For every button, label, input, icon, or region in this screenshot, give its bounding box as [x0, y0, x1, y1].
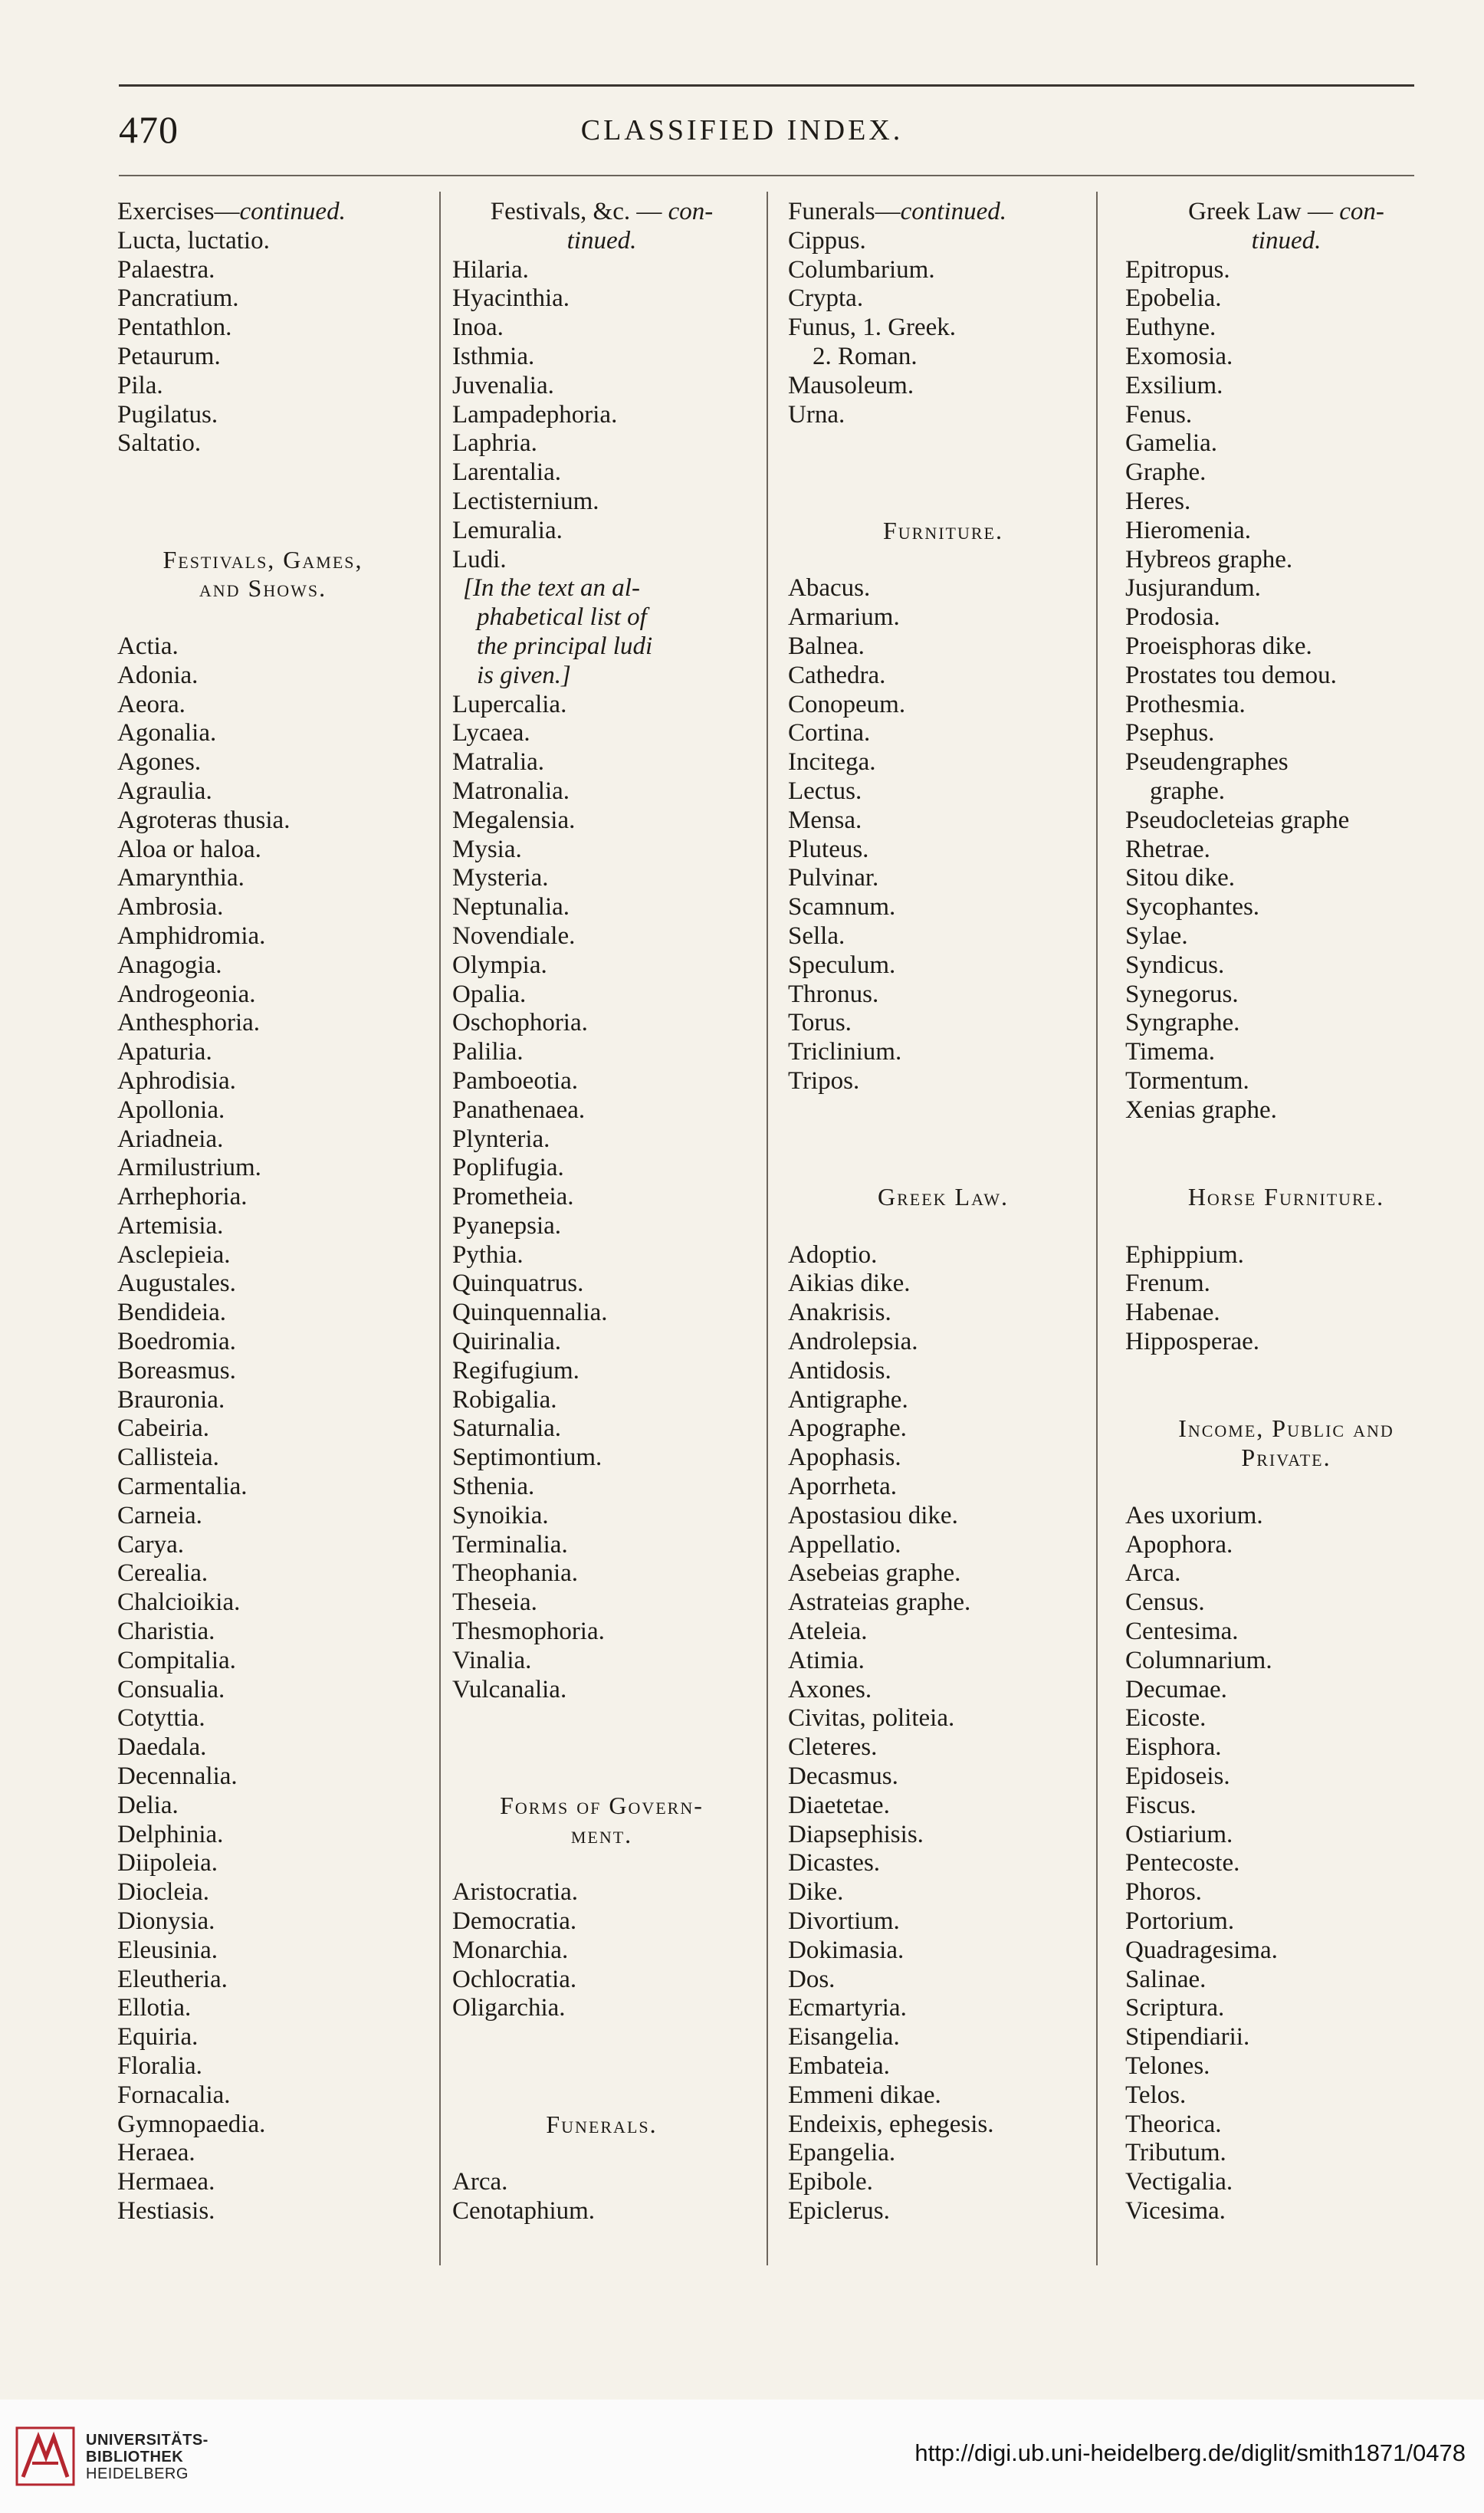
index-entry: Jusjurandum. [1125, 574, 1261, 603]
index-entry: Tormentum. [1125, 1066, 1249, 1095]
index-entry: Tributum. [1125, 2139, 1226, 2167]
index-entry: Mausoleum. [788, 371, 914, 399]
index-entry: Syngraphe. [1125, 1009, 1240, 1037]
index-entry: Telos. [1125, 2081, 1187, 2109]
index-entry: Asebeias graphe. [788, 1559, 961, 1588]
index-entry: Epiclerus. [788, 2196, 890, 2225]
index-entry: Dionysia. [117, 1907, 215, 1936]
spacer [788, 1096, 1098, 1183]
spacer [788, 1212, 1098, 1241]
index-entry: Inoa. [452, 314, 504, 342]
index-entry: Dokimasia. [788, 1936, 905, 1964]
spacer [1125, 1212, 1447, 1241]
continued-heading: Exercises—continued. [117, 198, 346, 225]
index-entry: Pamboeotia. [452, 1066, 579, 1095]
index-entry: Prostates tou demou. [1125, 661, 1337, 689]
section-heading: Festivals, Games, [163, 545, 363, 573]
index-entry: Robigalia. [452, 1385, 557, 1414]
spacer [452, 1849, 751, 1878]
index-entry: Aphrodisia. [117, 1066, 236, 1095]
index-entry: Speculum. [788, 951, 896, 979]
index-entry: Cenotaphium. [452, 2196, 596, 2225]
index-entry: Prodosia. [1125, 603, 1220, 632]
index-entry: Arrhephoria. [117, 1183, 248, 1211]
index-entry: Portorium. [1125, 1907, 1235, 1936]
index-entry: Heraea. [117, 2139, 195, 2167]
section-heading: Greek Law. [878, 1183, 1009, 1211]
continued-heading-text: Greek Law [1188, 198, 1302, 225]
continued-heading: Funerals—continued. [788, 198, 1007, 225]
index-entry: Rhetrae. [1125, 835, 1210, 863]
index-entry: Amphidromia. [117, 921, 266, 950]
index-column-4 [1125, 198, 1447, 2226]
index-entry: Decasmus. [788, 1762, 898, 1791]
index-entry: Eleusinia. [117, 1936, 218, 1964]
index-entry: Regifugium. [452, 1356, 579, 1385]
index-entry: Juvenalia. [452, 371, 554, 399]
index-entry: Dicastes. [788, 1849, 881, 1877]
index-entry: Pentecoste. [1125, 1849, 1240, 1877]
index-entry: Stipendiarii. [1125, 2023, 1250, 2051]
index-entry: Carmentalia. [117, 1473, 248, 1501]
index-entry: Theophania. [452, 1559, 579, 1588]
continued-label: continued. [239, 198, 346, 225]
spacer [1125, 1125, 1447, 1184]
index-entry: Lemuralia. [452, 516, 563, 544]
index-entry: Syndicus. [1125, 951, 1225, 979]
index-entry: Amarynthia. [117, 864, 245, 892]
index-entry: Cortina. [788, 719, 871, 747]
index-entry: Pseudocleteias graphe [1125, 806, 1350, 834]
spacer [452, 1704, 751, 1791]
index-entry: Ambrosia. [117, 893, 224, 921]
index-entry: Aikias dike. [788, 1270, 911, 1298]
index-entry: Prometheia. [452, 1183, 574, 1211]
index-entry: Sella. [788, 921, 845, 950]
index-entry: Decumae. [1125, 1675, 1227, 1703]
index-entry: Augustales. [117, 1270, 236, 1298]
index-entry: Abacus. [788, 574, 871, 603]
library-name-line: UNIVERSITÄTS- [86, 2432, 208, 2449]
index-entry: Quirinalia. [452, 1328, 562, 1356]
section-heading: and Shows. [199, 574, 327, 603]
index-entry: Mensa. [788, 806, 862, 834]
library-name-line: BIBLIOTHEK [86, 2449, 184, 2465]
index-entry: Anthesphoria. [117, 1009, 261, 1037]
index-entry: Endeixis, ephegesis. [788, 2110, 994, 2138]
index-entry: Sthenia. [452, 1473, 535, 1501]
index-entry: Hestiasis. [117, 2196, 215, 2225]
index-entry: Thesmophoria. [452, 1618, 605, 1646]
index-entry: Pseudengraphes [1125, 748, 1289, 777]
index-entry: Anagogia. [117, 951, 222, 979]
index-entry: Hyacinthia. [452, 284, 570, 313]
index-entry: Ephippium. [1125, 1240, 1244, 1269]
index-entry: Diocleia. [117, 1878, 210, 1907]
index-entry: Saturnalia. [452, 1414, 562, 1443]
index-entry: Poplifugia. [452, 1154, 564, 1182]
continued-heading-text: Funerals [788, 198, 875, 225]
index-entry: Graphe. [1125, 458, 1207, 487]
index-entry: Quinquennalia. [452, 1299, 608, 1327]
index-entry: Epibole. [788, 2168, 873, 2196]
index-entry: Palilia. [452, 1038, 524, 1066]
index-entry: Hipposperae. [1125, 1328, 1260, 1356]
index-entry: Delia. [117, 1791, 179, 1819]
index-entry: Agraulia. [117, 777, 212, 805]
index-entry: Astrateias graphe. [788, 1588, 971, 1617]
editorial-note: [In the text an al- [463, 574, 640, 603]
index-entry: Theseia. [452, 1588, 537, 1617]
continued-label: con- [668, 198, 714, 225]
index-entry: Arca. [1125, 1559, 1181, 1588]
index-entry: Lectus. [788, 777, 862, 805]
index-entry: Lampadephoria. [452, 400, 618, 429]
index-entry: Appellatio. [788, 1530, 901, 1559]
index-entry: Epitropus. [1125, 255, 1230, 284]
section-heading: Income, Public and [1178, 1414, 1394, 1443]
index-entry: Thronus. [788, 980, 879, 1008]
index-entry: Chalcioikia. [117, 1588, 241, 1617]
index-entry: Funus, 1. Greek. [788, 314, 957, 342]
index-entry: Diapsephisis. [788, 1820, 924, 1848]
index-entry: Brauronia. [117, 1385, 225, 1414]
index-entry: Atimia. [788, 1646, 865, 1674]
index-entry: Cotyttia. [117, 1704, 205, 1733]
index-entry: Fornacalia. [117, 2081, 231, 2109]
library-name [86, 2432, 208, 2482]
index-entry: Theorica. [1125, 2110, 1222, 2138]
continued-heading-text: Exercises [117, 198, 215, 225]
continued-heading: Festivals, &c. — con- [490, 198, 714, 225]
spacer [1125, 1357, 1447, 1415]
index-entry: Mysia. [452, 835, 522, 863]
index-entry: Apollonia. [117, 1096, 225, 1124]
index-entry: Sycophantes. [1125, 893, 1260, 921]
index-entry: Conopeum. [788, 690, 906, 718]
index-entry: Armilustrium. [117, 1154, 261, 1182]
index-entry: Cippus. [788, 226, 866, 255]
index-entry: Triclinium. [788, 1038, 902, 1066]
index-entry: Floralia. [117, 2052, 202, 2080]
editorial-note: the principal ludi [477, 632, 653, 660]
index-entry: Daedala. [117, 1733, 207, 1762]
index-entry: Lupercalia. [452, 690, 567, 718]
index-entry: Apophasis. [788, 1444, 901, 1472]
index-entry: Carneia. [117, 1501, 202, 1529]
column-divider [767, 192, 768, 2265]
index-entry: Synegorus. [1125, 980, 1239, 1008]
index-entry: Delphinia. [117, 1820, 224, 1848]
index-entry: Vulcanalia. [452, 1675, 567, 1703]
index-entry: Lucta, luctatio. [117, 226, 270, 255]
index-entry: Eleutheria. [117, 1965, 228, 1993]
index-entry: Mysteria. [452, 864, 549, 892]
index-entry: Phoros. [1125, 1878, 1202, 1907]
index-entry: Aristocratia. [452, 1878, 579, 1907]
index-entry: Matralia. [452, 748, 545, 777]
index-entry: Pugilatus. [117, 400, 218, 429]
index-entry: Quadragesima. [1125, 1936, 1278, 1964]
index-entry: Urna. [788, 400, 845, 429]
index-entry: Gamelia. [1125, 429, 1218, 458]
spacer [117, 458, 409, 545]
index-column-1 [117, 198, 409, 2226]
continued-heading: Greek Law — con- [1188, 198, 1384, 225]
index-entry: Matronalia. [452, 777, 570, 805]
index-entry: Diaetetae. [788, 1791, 890, 1819]
index-entry: Embateia. [788, 2052, 890, 2080]
index-entry: Democratia. [452, 1907, 577, 1936]
index-entry: Torus. [788, 1009, 852, 1037]
spacer [452, 2023, 751, 2110]
section-heading: Funerals. [546, 2110, 658, 2138]
index-entry: Arca. [452, 2168, 508, 2196]
index-entry: Cerealia. [117, 1559, 208, 1588]
index-entry: Apaturia. [117, 1038, 212, 1066]
index-entry: Ludi. [452, 545, 507, 573]
index-entry: Scriptura. [1125, 1994, 1225, 2022]
index-entry: Monarchia. [452, 1936, 569, 1964]
index-entry: Cleteres. [788, 1733, 878, 1762]
index-entry: Ateleia. [788, 1618, 868, 1646]
index-entry: Aporrheta. [788, 1473, 898, 1501]
index-entry: Eisangelia. [788, 2023, 900, 2051]
index-entry: Ariadneia. [117, 1125, 224, 1153]
index-entry: Adonia. [117, 661, 199, 689]
index-entry: Columnarium. [1125, 1646, 1272, 1674]
index-entry: Pila. [117, 371, 163, 399]
index-entry: Charistia. [117, 1618, 215, 1646]
library-logo-icon [15, 2426, 75, 2486]
running-head: CLASSIFIED INDEX. [580, 114, 904, 146]
index-entry: Diipoleia. [117, 1849, 218, 1877]
index-entry: Euthyne. [1125, 314, 1216, 342]
index-entry: Antidosis. [788, 1356, 891, 1385]
section-heading: ment. [570, 1820, 633, 1848]
page-number: 470 [119, 108, 179, 151]
index-entry: Aes uxorium. [1125, 1501, 1263, 1529]
spacer [788, 546, 1098, 575]
index-entry: Boedromia. [117, 1328, 236, 1356]
index-entry: Panathenaea. [452, 1096, 586, 1124]
index-entry: Eicoste. [1125, 1704, 1207, 1733]
index-entry: Epangelia. [788, 2139, 896, 2167]
index-entry: Crypta. [788, 284, 864, 313]
source-url-link[interactable]: http://digi.ub.uni-heidelberg.de/diglit/smith1871/0478 [914, 2439, 1466, 2466]
index-entry: Quinquatrus. [452, 1270, 584, 1298]
spacer [1125, 1473, 1447, 1502]
index-entry: Gymnopaedia. [117, 2110, 266, 2138]
index-entry: Heres. [1125, 487, 1191, 515]
index-entry: Compitalia. [117, 1646, 236, 1674]
index-entry: Frenum. [1125, 1270, 1210, 1298]
index-entry: Apophora. [1125, 1530, 1233, 1559]
index-entry: Larentalia. [452, 458, 561, 487]
index-entry: Agones. [117, 748, 202, 777]
editorial-note: is given.] [477, 661, 571, 689]
index-entry: Aeora. [117, 690, 186, 718]
index-entry: Vicesima. [1125, 2196, 1226, 2225]
index-entry: Fiscus. [1125, 1791, 1197, 1819]
index-entry: Pyanepsia. [452, 1211, 562, 1240]
continued-label: tinued. [1251, 226, 1321, 255]
section-heading: Horse Furniture. [1187, 1183, 1385, 1211]
index-entry: Olympia. [452, 951, 547, 979]
library-name-line: HEIDELBERG [86, 2465, 189, 2482]
index-entry: 2. Roman. [813, 342, 918, 370]
index-entry: Boreasmus. [117, 1356, 236, 1385]
index-entry: Ellotia. [117, 1994, 192, 2022]
index-entry: Pluteus. [788, 835, 869, 863]
index-entry: Asclepieia. [117, 1240, 231, 1269]
index-entry: Civitas, politeia. [788, 1704, 955, 1733]
index-entry: Proeisphoras dike. [1125, 632, 1312, 660]
index-entry: Divortium. [788, 1907, 900, 1936]
top-rule [119, 84, 1414, 87]
index-entry: Agonalia. [117, 719, 217, 747]
index-entry: Telones. [1125, 2052, 1210, 2080]
index-entry: Adoptio. [788, 1240, 878, 1269]
index-entry: Laphria. [452, 429, 537, 458]
index-column-3 [788, 198, 1098, 2226]
index-entry: Apographe. [788, 1414, 907, 1443]
index-entry: Androlepsia. [788, 1328, 918, 1356]
index-entry: Petaurum. [117, 342, 221, 370]
continued-heading-text: Festivals, &c. [490, 198, 631, 225]
index-entry: Xenias graphe. [1125, 1096, 1277, 1124]
index-entry: Plynteria. [452, 1125, 550, 1153]
index-entry: Actia. [117, 632, 179, 660]
index-entry: Saltatio. [117, 429, 202, 458]
index-entry: Neptunalia. [452, 893, 570, 921]
index-entry: Centesima. [1125, 1618, 1239, 1646]
index-entry: Exsilium. [1125, 371, 1223, 399]
index-entry: Incitega. [788, 748, 876, 777]
index-entry: Artemisia. [117, 1211, 224, 1240]
index-entry: Hieromenia. [1125, 516, 1252, 544]
column-divider [439, 192, 441, 2265]
index-entry: Emmeni dikae. [788, 2081, 941, 2109]
index-entry: Balnea. [788, 632, 865, 660]
index-entry: Hybreos graphe. [1125, 545, 1293, 573]
index-entry: Tripos. [788, 1066, 860, 1095]
index-entry: Septimontium. [452, 1444, 602, 1472]
continued-label [452, 227, 751, 256]
index-entry: Habenae. [1125, 1299, 1220, 1327]
index-entry: Sylae. [1125, 921, 1188, 950]
index-entry: Timema. [1125, 1038, 1216, 1066]
index-entry: Oschophoria. [452, 1009, 588, 1037]
index-entry: Megalensia. [452, 806, 576, 834]
index-entry: Oligarchia. [452, 1994, 566, 2022]
index-entry: Isthmia. [452, 342, 535, 370]
index-entry: Carya. [117, 1530, 185, 1559]
index-entry: Prothesmia. [1125, 690, 1246, 718]
index-entry: Lectisternium. [452, 487, 599, 515]
index-entry: Dike. [788, 1878, 844, 1907]
index-entry: Dos. [788, 1965, 836, 1993]
head-rule [119, 175, 1414, 176]
index-entry: Pythia. [452, 1240, 524, 1269]
continued-label: tinued. [566, 226, 637, 255]
index-entry: Antigraphe. [788, 1385, 908, 1414]
spacer [452, 2139, 751, 2168]
editorial-note: phabetical list of [477, 603, 647, 632]
continued-label [1125, 227, 1447, 256]
index-entry: Anakrisis. [788, 1299, 891, 1327]
index-entry: graphe. [1150, 777, 1226, 805]
continued-label: continued. [900, 198, 1007, 225]
index-entry: Lycaea. [452, 719, 530, 747]
index-entry: Psephus. [1125, 719, 1215, 747]
index-entry: Vectigalia. [1125, 2168, 1233, 2196]
index-entry: Pulvinar. [788, 864, 879, 892]
index-entry: Armarium. [788, 603, 900, 632]
index-entry: Exomosia. [1125, 342, 1233, 370]
index-entry: Callisteia. [117, 1444, 219, 1472]
index-entry: Novendiale. [452, 921, 576, 950]
index-entry: Axones. [788, 1675, 872, 1703]
index-entry: Cabeiria. [117, 1414, 210, 1443]
index-entry: Fenus. [1125, 400, 1193, 429]
index-entry: Census. [1125, 1588, 1205, 1617]
section-heading: Furniture. [882, 516, 1003, 544]
index-entry: Hermaea. [117, 2168, 215, 2196]
spacer [117, 603, 409, 632]
index-entry: Opalia. [452, 980, 527, 1008]
index-entry: Palaestra. [117, 255, 215, 284]
section-heading: Private. [1241, 1444, 1331, 1472]
index-column-2 [452, 198, 751, 2226]
section-heading: Forms of Govern- [500, 1791, 704, 1819]
index-entry: Epidoseis. [1125, 1762, 1230, 1791]
index-entry: Equiria. [117, 2023, 199, 2051]
index-entry: Sitou dike. [1125, 864, 1236, 892]
index-entry: Pancratium. [117, 284, 239, 313]
index-entry: Bendideia. [117, 1299, 227, 1327]
index-entry: Consualia. [117, 1675, 225, 1703]
index-entry: Terminalia. [452, 1530, 568, 1559]
spacer [788, 429, 1098, 516]
index-entry: Ochlocratia. [452, 1965, 577, 1993]
index-entry: Salinae. [1125, 1965, 1207, 1993]
index-entry: Apostasiou dike. [788, 1501, 958, 1529]
index-entry: Eisphora. [1125, 1733, 1222, 1762]
index-entry: Vinalia. [452, 1646, 532, 1674]
index-entry: Hilaria. [452, 255, 529, 284]
index-entry: Aloa or haloa. [117, 835, 261, 863]
index-entry: Epobelia. [1125, 284, 1222, 313]
index-entry: Androgeonia. [117, 980, 256, 1008]
index-entry: Agroteras thusia. [117, 806, 291, 834]
index-entry: Ostiarium. [1125, 1820, 1233, 1848]
index-entry: Scamnum. [788, 893, 896, 921]
continued-label: con- [1339, 198, 1384, 225]
index-entry: Pentathlon. [117, 314, 232, 342]
index-entry: Synoikia. [452, 1501, 549, 1529]
index-entry: Cathedra. [788, 661, 886, 689]
index-entry: Ecmartyria. [788, 1994, 907, 2022]
index-entry: Decennalia. [117, 1762, 238, 1791]
index-entry: Columbarium. [788, 255, 935, 284]
